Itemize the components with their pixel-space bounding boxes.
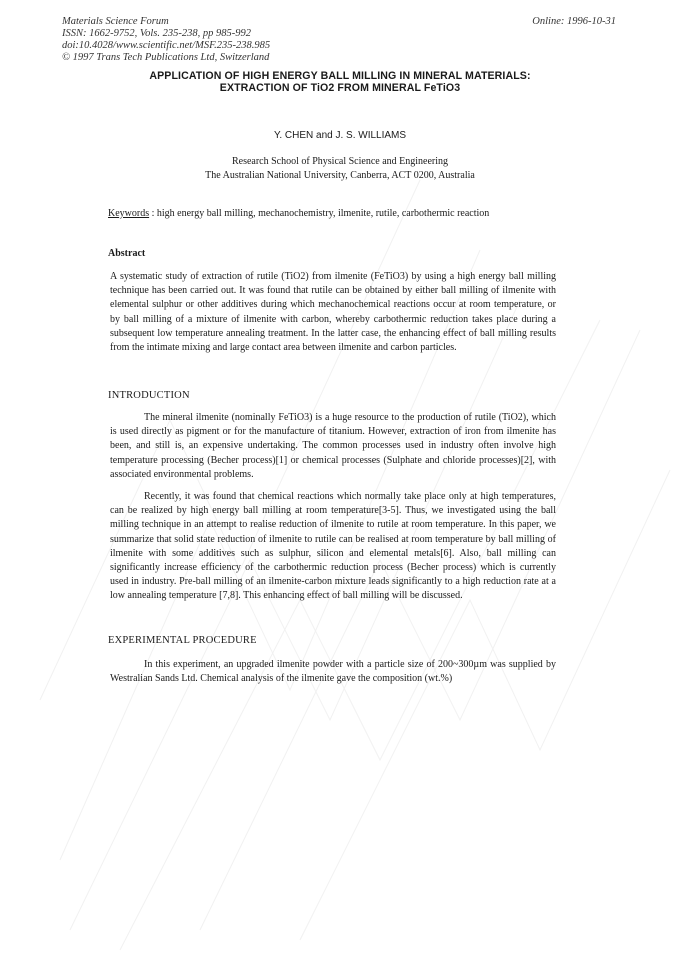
journal-name: Materials Science Forum xyxy=(62,16,169,27)
authors: Y. CHEN and J. S. WILLIAMS xyxy=(273,130,407,141)
abstract-text: A systematic study of extraction of rutile (TiO2) from ilmenite (FeTiO3) by using a high energy ball milling technique has been carried out. It was found that rutile can be obtained by either ball milling of ilmenite with elemental sulphur or other additives during which mechanochemical reactions occur at room temperature, or by ball milling of a mixture of ilmenite with carbon, whereby carbothermic reduction takes place during a subsequent low temperature annealing treatment. In the latter case, the enhancing effect of ball milling results from the intimate mixing and large contact area between ilmenite and carbon particles. xyxy=(110,271,556,354)
affiliation-line-1: Research School of Physical Science and Engineering xyxy=(231,156,449,167)
keywords-text: : high energy ball milling, mechanochemistry, ilmenite, rutile, carbothermic reaction xyxy=(149,208,490,219)
experimental-heading: EXPERIMENTAL PROCEDURE xyxy=(108,635,257,646)
introduction-paragraph-2: Recently, it was found that chemical reactions which normally take place only at high temperatures, can be realized by high energy ball milling at room temperature[3-5]. Thus, we investigated using the ball milling technique in an attempt to realise reduction of ilmenite to rutile at room temperature. In this paper, we summarize that solid state reduction of ilmenite to rutile can be realised at room temperature by ball milling of ilmenite with some additives such as sulphur, silicon and elemental metals[6]. Also, ball milling can significantly increase efficiency of the carbothermic reduction process (Becher process) which is currently used in industry. Pre-ball milling of an ilmenite-carbon mixture leads significantly to a high reduction rate at a low annealing temperature [7,8]. This enhancing effect of ball milling will be discussed. xyxy=(110,491,556,602)
introduction-paragraph-1: The mineral ilmenite (nominally FeTiO3) is a huge resource to the production of rutile (TiO2), which is used directly as pigment or for the manufacture of titanium. However, extraction of iron from ilmenite has been, and still is, an expensive undertaking. The common processes used in industry often involve high temperature processing (Becher process)[1] or chemical processes (Sulphate and chloride processes)[2], with associated environmental problems. xyxy=(110,412,556,480)
paper-title xyxy=(60,70,620,94)
affiliation xyxy=(60,155,620,183)
introduction-heading: INTRODUCTION xyxy=(108,390,190,401)
affiliation-line-2: The Australian National University, Canberra, ACT 0200, Australia xyxy=(205,170,475,181)
citation-header xyxy=(62,16,270,64)
copyright-line: © 1997 Trans Tech Publications Ltd, Switzerland xyxy=(62,52,270,63)
keywords-label: Keywords xyxy=(108,208,150,219)
doi-link[interactable]: doi:10.4028/www.scientific.net/MSF.235-238.985 xyxy=(62,40,271,51)
abstract-heading: Abstract xyxy=(108,248,146,259)
keywords xyxy=(108,208,578,219)
title-line-2: EXTRACTION OF TiO2 FROM MINERAL FeTiO3 xyxy=(219,82,461,94)
experimental-paragraph-1: In this experiment, an upgraded ilmenite powder with a particle size of 200~300µm was supplied by Westralian Sands Ltd. Chemical analysis of the ilmenite gave the composition (wt.%) xyxy=(110,659,556,685)
issn-line: ISSN: 1662-9752, Vols. 235-238, pp 985-992 xyxy=(62,28,251,39)
online-date: Online: 1996-10-31 xyxy=(532,16,616,27)
title-line-1: APPLICATION OF HIGH ENERGY BALL MILLING IN MINERAL MATERIALS: xyxy=(149,70,531,82)
